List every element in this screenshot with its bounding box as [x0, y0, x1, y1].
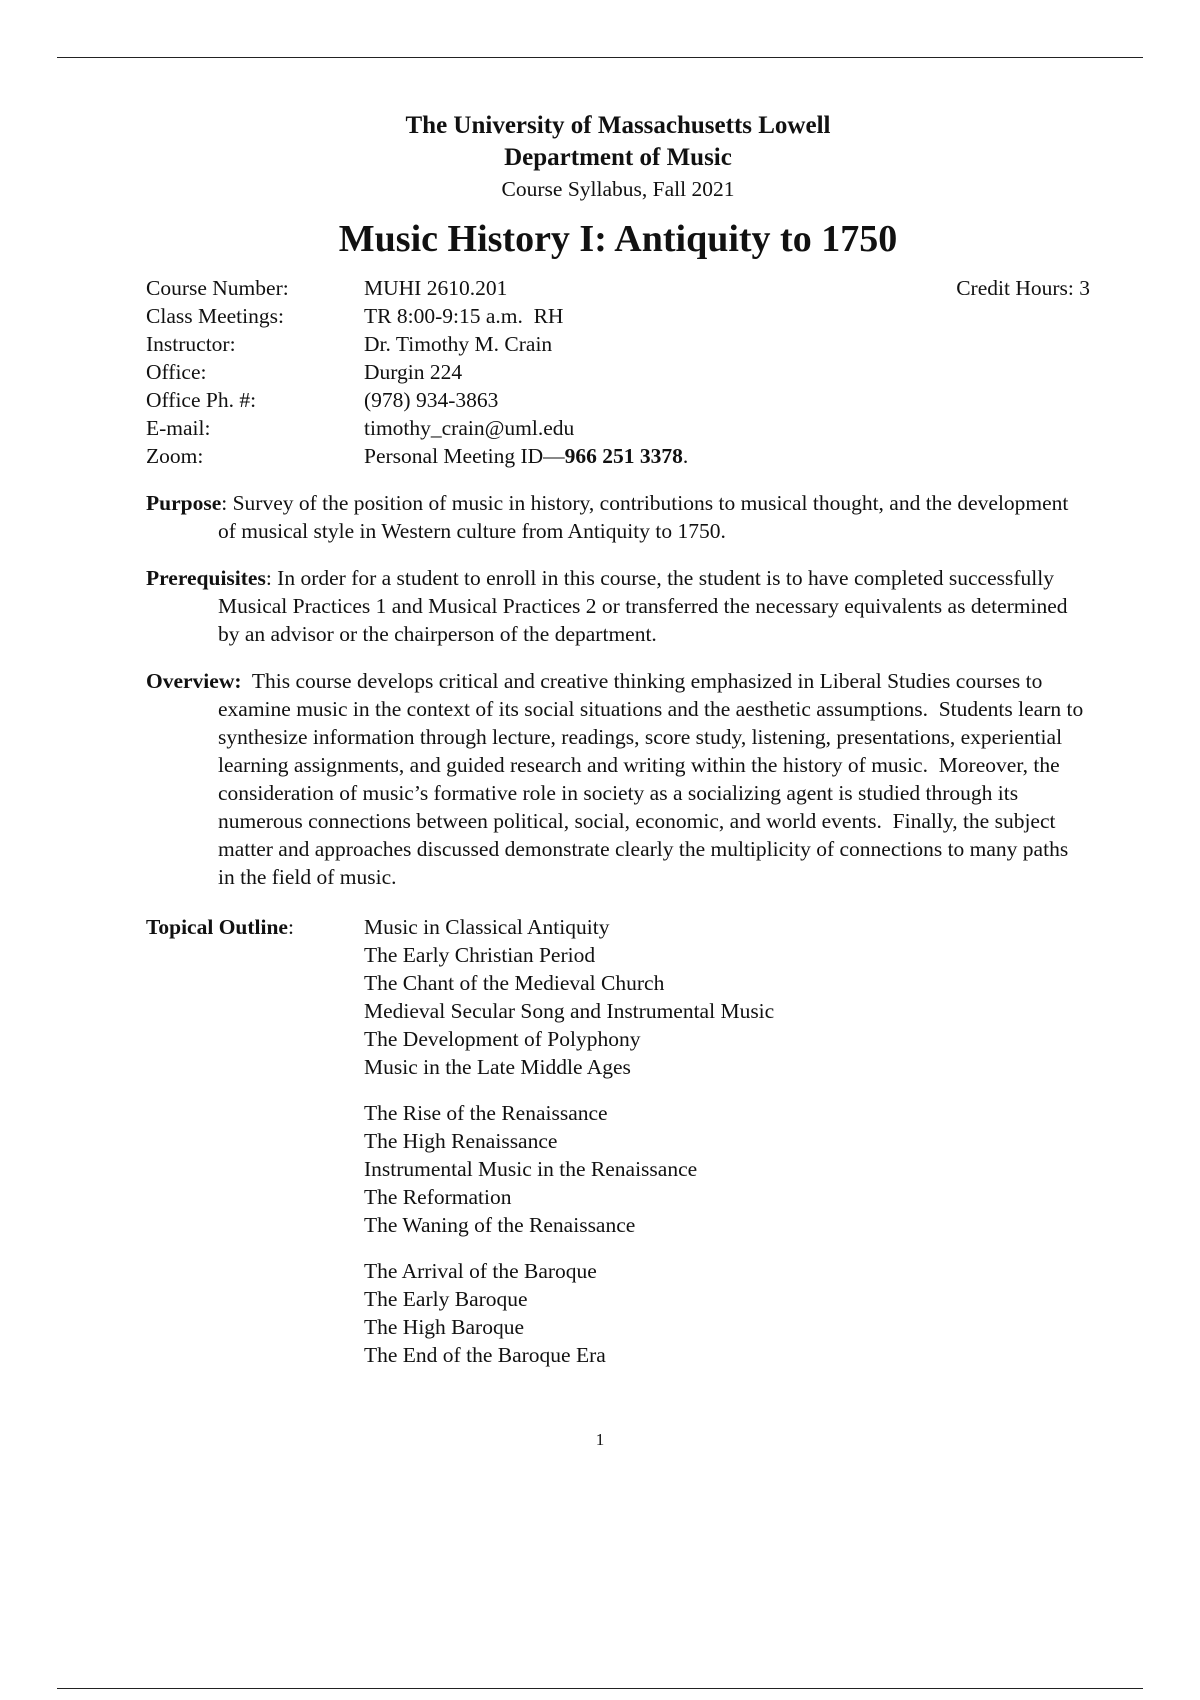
- office-row: [146, 358, 1090, 386]
- course-number: MUHI 2610.201: [364, 276, 508, 300]
- phone: (978) 934-3863: [364, 388, 499, 412]
- syllabus-term: Course Syllabus, Fall 2021: [501, 177, 735, 201]
- zoom-label: Zoom:: [146, 444, 204, 468]
- phone-row: [146, 386, 1090, 414]
- instructor-label: Instructor:: [146, 332, 236, 356]
- list-item: The Waning of the Renaissance: [364, 1213, 636, 1237]
- course-number-row: [146, 274, 1090, 302]
- list-item: Music in the Late Middle Ages: [364, 1055, 631, 1079]
- zoom-meeting-id: 966 251 3378: [564, 444, 683, 468]
- instructor: Dr. Timothy M. Crain: [364, 332, 553, 356]
- purpose-label: Purpose: [146, 491, 222, 515]
- list-item: Music in Classical Antiquity: [364, 915, 610, 939]
- bottom-rule: [57, 1688, 1143, 1689]
- zoom-info: [364, 442, 1090, 470]
- outline-group-renaissance: [364, 1099, 774, 1239]
- department-name: Department of Music: [504, 144, 732, 171]
- institution-name: The University of Massachusetts Lowell: [405, 112, 831, 139]
- zoom-suffix: .: [682, 444, 689, 468]
- topical-outline-title: Topical Outline: [146, 915, 288, 939]
- prerequisites-label: Prerequisites: [146, 566, 266, 590]
- topical-outline-colon: :: [287, 915, 294, 939]
- prerequisites-section: [146, 564, 1090, 648]
- meetings: TR 8:00-9:15 a.m. RH: [364, 304, 564, 328]
- list-item: The Development of Polyphony: [364, 1027, 641, 1051]
- office-label: Office:: [146, 360, 207, 384]
- list-item: The End of the Baroque Era: [364, 1343, 606, 1367]
- course-title: Music History I: Antiquity to 1750: [338, 218, 898, 260]
- office: Durgin 224: [364, 360, 463, 384]
- syllabus-page: [146, 110, 1090, 1369]
- meetings-label: Class Meetings:: [146, 304, 284, 328]
- outline-group-baroque: [364, 1257, 774, 1369]
- list-item: The Chant of the Medieval Church: [364, 971, 665, 995]
- overview-text: This course develops critical and creative thinking emphasized in Liberal Studies courses to examine music in the context of its social situations and the aesthetic assumptions. Students learn to synthesize information through lecture, readings, score study, listening, presentations, experiential learning assignments, and guided research and writing within the history of music. Moreover, the consideration of music’s formative role in society as a socializing agent is studied through its numerous connections between political, social, economic, and world events. Finally, the subject matter and approaches discussed demonstrate clearly the multiplicity of connections to many paths in the field of music.: [218, 669, 1089, 889]
- outline-topics: [364, 913, 774, 1369]
- meetings-row: [146, 302, 1090, 330]
- topical-outline-label: [146, 913, 364, 1369]
- list-item: Instrumental Music in the Renaissance: [364, 1157, 698, 1181]
- email-row: [146, 414, 1090, 442]
- list-item: The Rise of the Renaissance: [364, 1101, 608, 1125]
- list-item: The High Baroque: [364, 1315, 525, 1339]
- overview-section: [146, 667, 1090, 891]
- credit-hours: Credit Hours: 3: [956, 276, 1090, 300]
- top-rule: [57, 57, 1143, 58]
- course-info: [146, 274, 1090, 470]
- prerequisites-text: : In order for a student to enroll in this course, the student is to have completed successfully Musical Practices 1 and Musical Practices 2 or transferred the necessary equivalents as determined by an advisor or the chairperson of the department.: [218, 566, 1068, 646]
- list-item: Medieval Secular Song and Instrumental Music: [364, 999, 775, 1023]
- course-number-label: Course Number:: [146, 276, 289, 300]
- purpose-text: : Survey of the position of music in history, contributions to musical thought, and the development of musical style in Western culture from Antiquity to 1750.: [218, 491, 1069, 543]
- phone-label: Office Ph. #:: [146, 388, 257, 412]
- list-item: The Early Christian Period: [364, 943, 596, 967]
- list-item: The High Renaissance: [364, 1129, 558, 1153]
- email: timothy_crain@uml.edu: [364, 416, 575, 440]
- zoom-prefix: Personal Meeting ID—: [364, 444, 565, 468]
- zoom-row: [146, 442, 1090, 470]
- list-item: The Reformation: [364, 1185, 512, 1209]
- page-number: 1: [595, 1430, 605, 1449]
- outline-group-medieval: [364, 913, 774, 1081]
- list-item: The Early Baroque: [364, 1287, 528, 1311]
- list-item: The Arrival of the Baroque: [364, 1259, 597, 1283]
- purpose-section: [146, 489, 1090, 545]
- overview-label: Overview:: [146, 669, 242, 693]
- topical-outline: [146, 913, 1090, 1369]
- instructor-row: [146, 330, 1090, 358]
- email-label: E-mail:: [146, 416, 211, 440]
